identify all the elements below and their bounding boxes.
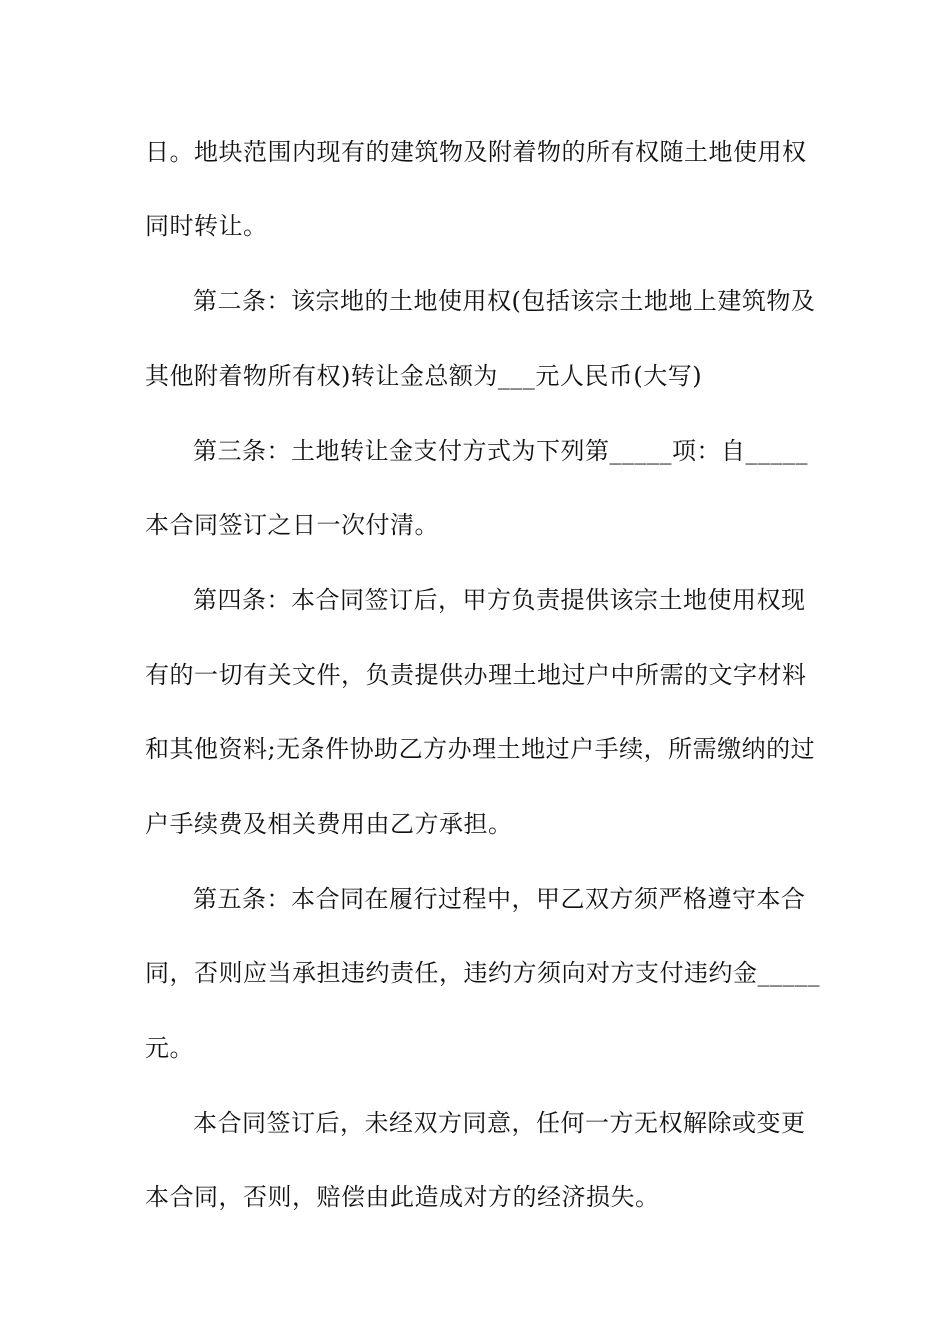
text-line: 第二条：该宗地的土地使用权(包括该宗土地地上建筑物及: [193, 287, 816, 315]
text-line: 本合同签订后，未经双方同意，任何一方无权解除或变更: [193, 1109, 806, 1137]
text-line: 和其他资料;无条件协助乙方办理土地过户手续，所需缴纳的过: [145, 735, 816, 763]
text-line: 其他附着物所有权)转让金总额为___元人民币(大写): [145, 362, 703, 390]
text-line: 本合同签订之日一次付清。: [145, 511, 439, 539]
text-line: 同，否则应当承担违约责任，违约方须向对方支付违约金_____: [145, 959, 820, 987]
text-line: 第三条：土地转让金支付方式为下列第_____项：自_____: [193, 437, 808, 465]
text-line: 有的一切有关文件，负责提供办理土地过户中所需的文字材料: [145, 661, 807, 689]
text-line: 同时转让。: [145, 212, 268, 240]
text-line: 本合同，否则，赔偿由此造成对方的经济损失。: [145, 1183, 660, 1211]
text-line: 第五条：本合同在履行过程中，甲乙双方须严格遵守本合: [193, 885, 806, 913]
text-line: 第四条：本合同签订后，甲方负责提供该宗土地使用权现: [193, 586, 806, 614]
text-line: 元。: [145, 1034, 194, 1062]
text-line: 日。地块范围内现有的建筑物及附着物的所有权随土地使用权: [145, 138, 807, 166]
text-line: 户手续费及相关费用由乙方承担。: [145, 810, 513, 838]
